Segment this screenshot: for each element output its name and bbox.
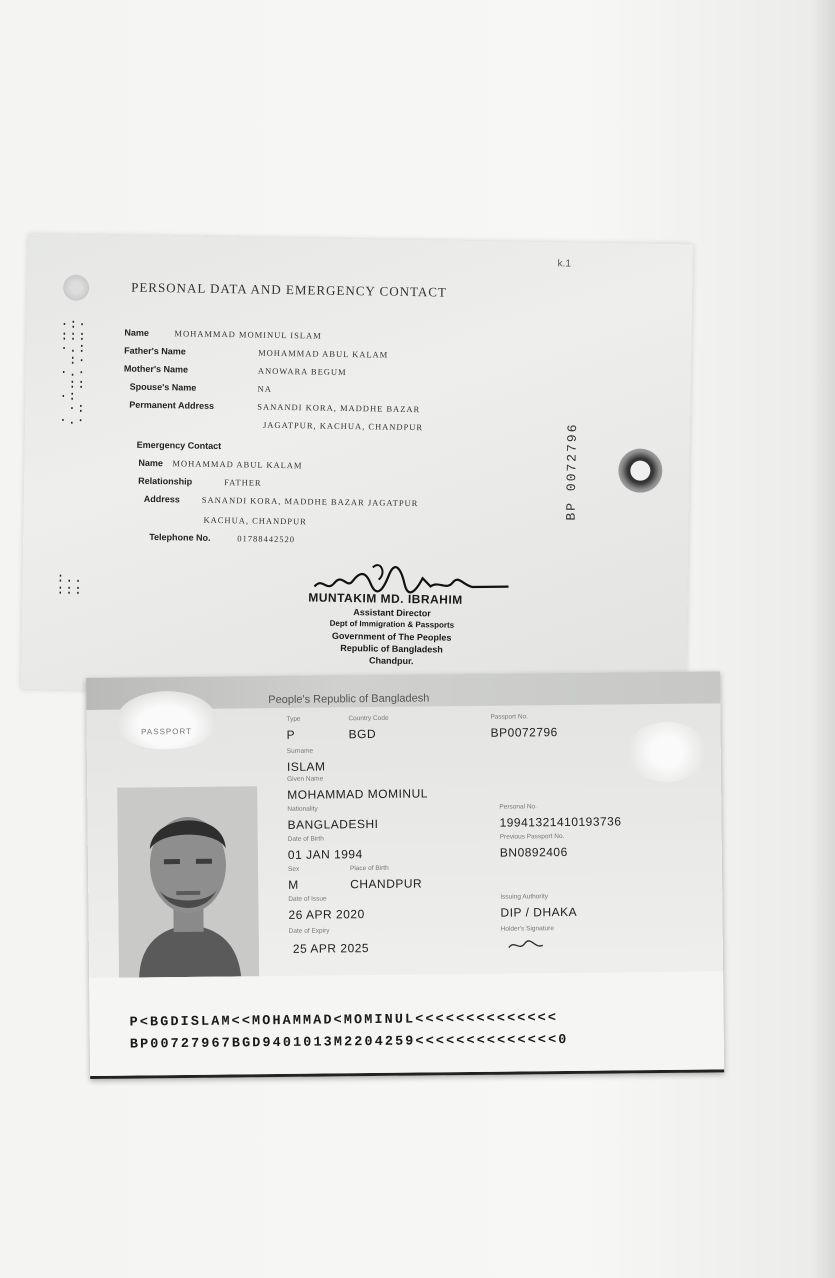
- given-name-label: Given Name: [287, 775, 324, 783]
- date-of-expiry: 25 APR 2025: [292, 941, 370, 956]
- field-value: SANANDI KORA, MADDHE BAZAR JAGATPUR: [201, 494, 419, 509]
- field-value: ANOWARA BEGUM: [257, 365, 347, 378]
- passport-no-label: Passport No.: [490, 713, 529, 721]
- nationality-label: Nationality: [287, 805, 318, 813]
- surname-label: Surname: [286, 747, 314, 755]
- portrait-icon: [117, 786, 259, 977]
- security-seal-icon: [618, 448, 663, 493]
- field-label: Father's Name: [124, 345, 186, 357]
- emergency-contact-page: [21, 234, 693, 699]
- holder-photo: [117, 786, 259, 977]
- field-value: 01788442520: [237, 533, 296, 545]
- perforation-mark-icon: :.. :::: [56, 570, 84, 598]
- field-label: Name: [138, 457, 164, 469]
- signatory-government: Government of The Peoples: [331, 630, 452, 643]
- passport-data-page: [86, 671, 724, 1079]
- emblem-label: PASSPORT: [141, 726, 193, 737]
- field-value: KACHUA, CHANDPUR: [203, 514, 307, 527]
- signatory-republic: Republic of Bangladesh: [340, 642, 443, 655]
- field-value: MOHAMMAD MOMINUL ISLAM: [174, 328, 322, 341]
- personal-number: 19941321410193736: [499, 814, 622, 830]
- previous-passport: BN0892406: [499, 844, 568, 860]
- given-name: MOHAMMAD MOMINUL: [287, 786, 428, 802]
- mrz-line-1: P<BGDISLAM<<MOHAMMAD<MOMINUL<<<<<<<<<<<<<<: [129, 1011, 559, 1031]
- place-of-birth: CHANDPUR: [350, 876, 423, 892]
- signatory-place: Chandpur.: [369, 655, 414, 667]
- issue-date-label: Date of Issue: [288, 895, 327, 903]
- field-value: MOHAMMAD ABUL KALAM: [172, 458, 303, 471]
- field-value: NA: [257, 383, 272, 394]
- authority-label: Issuing Authority: [500, 893, 549, 901]
- surname: ISLAM: [286, 759, 326, 774]
- country-code-label: Country Code: [348, 714, 389, 723]
- signatory-name: MUNTAKIM MD. IBRAHIM: [308, 590, 463, 607]
- field-value: MOHAMMAD ABUL KALAM: [258, 347, 389, 360]
- punch-hole-icon: [63, 275, 89, 301]
- field-label: Telephone No.: [149, 531, 211, 543]
- field-label: Relationship: [138, 475, 193, 487]
- sex: M: [288, 877, 299, 892]
- issuing-authority: DIP / DHAKA: [500, 904, 578, 920]
- mrz-line-2: BP00727967BGD9401013M2204259<<<<<<<<<<<<<<0: [129, 1032, 569, 1053]
- field-value: JAGATPUR, KACHUA, CHANDPUR: [262, 419, 424, 433]
- expiry-date-label: Date of Expiry: [288, 927, 330, 935]
- holder-signature-label: Holder's Signature: [500, 925, 554, 933]
- signatory-title: Assistant Director: [353, 607, 431, 619]
- dob-label: Date of Birth: [287, 835, 324, 843]
- nationality: BANGLADESHI: [287, 816, 379, 832]
- personal-no-label: Personal No.: [499, 803, 537, 811]
- field-label: Spouse's Name: [129, 381, 197, 393]
- sex-label: Sex: [287, 865, 300, 873]
- prev-passport-label: Previous Passport No.: [499, 832, 565, 841]
- field-label: Mother's Name: [123, 363, 189, 375]
- field-label: Name: [124, 327, 150, 338]
- field-value: FATHER: [224, 477, 262, 488]
- field-label: Permanent Address: [129, 399, 215, 411]
- birth-place-label: Place of Birth: [349, 864, 389, 873]
- passport-number: BP0072796: [490, 725, 558, 740]
- date-of-birth: 01 JAN 1994: [287, 847, 363, 862]
- country-code: BGD: [348, 726, 377, 742]
- page-header: PERSONAL DATA AND EMERGENCY CONTACT: [131, 279, 448, 300]
- country-title: People's Republic of Bangladesh: [268, 692, 430, 707]
- hologram-icon: [626, 722, 707, 783]
- date-of-issue: 26 APR 2020: [288, 907, 365, 922]
- page-number: k.1: [557, 258, 572, 270]
- signatory-dept: Dept of Immigration & Passports: [329, 618, 455, 630]
- passport-emblem-icon: [116, 691, 217, 750]
- perforation-number-icon: ·:· ::: ·.: :· ·.· :: ·: ·: ·.·: [58, 316, 88, 428]
- emergency-title: Emergency Contact: [136, 439, 222, 452]
- type-label: Type: [286, 715, 301, 723]
- vertical-passport-number: BP 0072796: [563, 422, 581, 521]
- passport-type: P: [286, 727, 296, 742]
- field-label: Address: [143, 493, 180, 505]
- holder-signature-icon: [507, 937, 547, 953]
- field-value: SANANDI KORA, MADDHE BAZAR: [257, 401, 421, 415]
